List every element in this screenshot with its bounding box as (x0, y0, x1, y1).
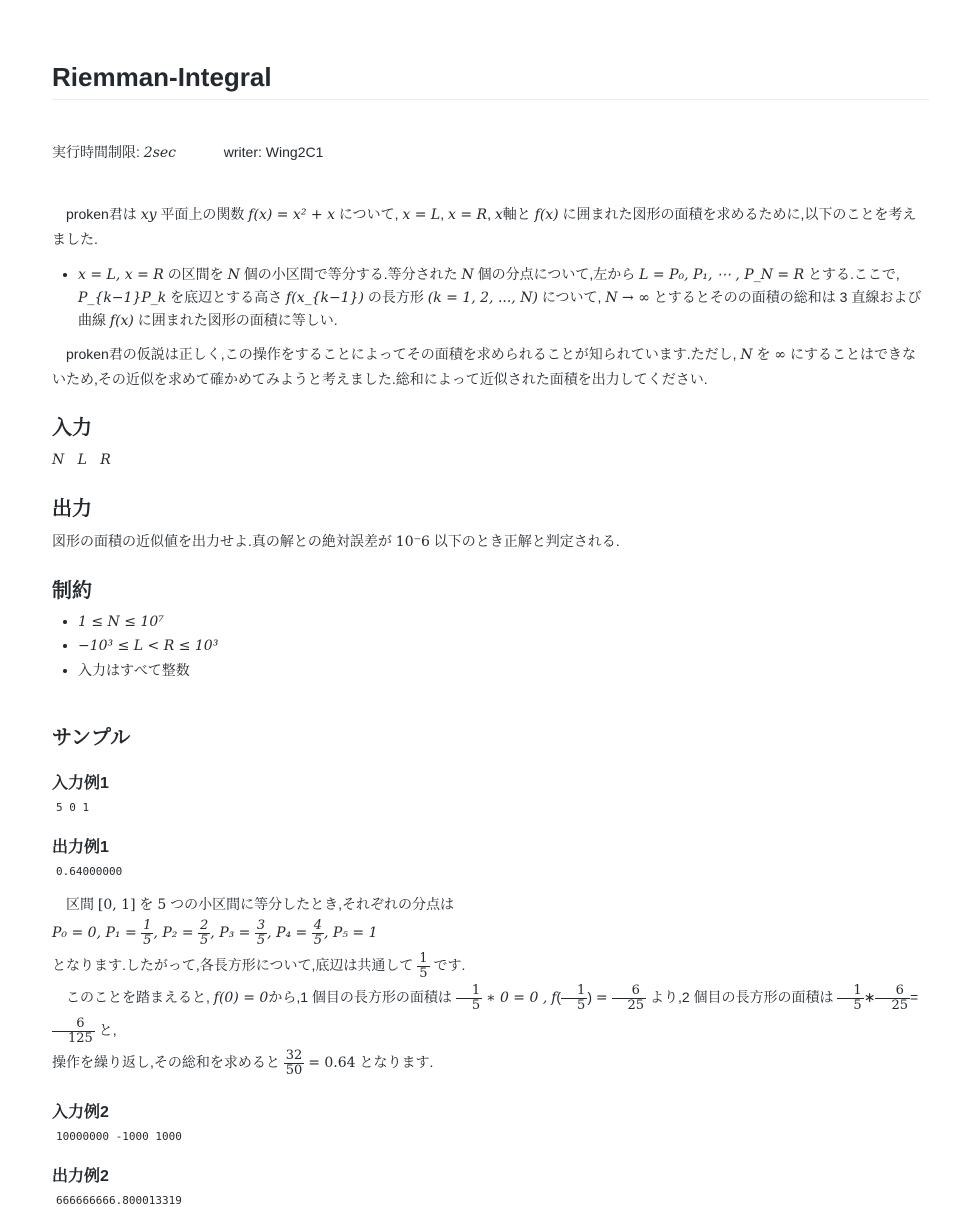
page-title: Riemman-Integral (52, 0, 929, 100)
sample-output-2: 666666666.800013319 (56, 1194, 182, 1207)
sample-output-1: 0.64000000 (56, 865, 123, 878)
list-item: • x = L, x = R の区間を N 個の小区間で等分する.等分された N 個の分点について,左から L = P₀, P₁, ⋯ , P_N = R とする.ここで, P_{k−1}P_k を底辺とする高さ f(x_{k−1}) の長方形 (k = 1, 2, ..., N) について, N → ∞ とするとそのの面積の総和は 3 直線および 曲線 f(x) に囲まれた図形の面積に等しい. (78, 263, 929, 332)
sample-input-1: 5 0 1 (56, 801, 90, 814)
constraint-item: • −10³ ≤ L < R ≤ 10³ (78, 635, 929, 657)
sample-output-2-heading: 出力例2 (52, 1168, 109, 1185)
constraint-item: • 1 ≤ N ≤ 10⁷ (78, 611, 929, 633)
constraints-heading: 制約 (52, 580, 92, 602)
problem-meta (52, 142, 929, 162)
sample-explanation: 区間 [0, 1] を 5 つの小区間に等分したとき,それぞれの分点は P₀ = 0, P₁ = $\frac{1}{5}$ , P₂ = $\frac{2}{5}$ , P₃ = $\frac{3}{5}$ , P₄ = $\frac{4}{5}$ , P₅ = 1 となります.したがって,各長方形について,底辺は共通して $\frac{1}{5}$ です. このことを踏まえると, f(0) = 0から,1 個目の長方形の面積は $\frac{1}{5}$ ∗ 0 = 0 , f( $\frac{1}{5}$ ) = $\frac{6}{25}$ より,2 個目の長方形の面積は $\frac{1}{5}$ ∗ $\frac{6}{25}$ = $\frac{6}{125}$ と, 操作を繰り返し,その総和を求めると $\frac{32}{50}$ = 0.64 となります. (52, 896, 919, 1078)
writer-label: writer: (223, 144, 262, 160)
constraint-item: • 入力はすべて整数 (78, 659, 929, 681)
sample-input-2-heading: 入力例2 (52, 1104, 109, 1121)
statement-paragraph-2: proken君の仮説は正しく,この操作をすることによってその面積を求められることが知られています.ただし, N を ∞ にすることはできないため,その近似を求めて確かめてみようと考えました.総和によって近似された面積を出力してください. (52, 346, 916, 387)
constraints-list (52, 611, 929, 681)
time-limit-label: 実行時間制限: (52, 144, 140, 160)
sample-input-1-heading: 入力例1 (52, 775, 109, 792)
output-heading: 出力 (52, 498, 92, 520)
input-format: N L R (52, 452, 111, 468)
input-heading: 入力 (52, 417, 92, 439)
statement-paragraph-1: proken君は xy 平面上の関数 f(x) = x² + x について, x = L, x = R, x軸と f(x) に囲まれた図形の面積を求めるために,以下のことを考えました. (52, 206, 917, 247)
sample-output-1-heading: 出力例1 (52, 839, 109, 856)
writer-value: Wing2C1 (265, 144, 324, 160)
time-limit-value: 2sec (143, 145, 176, 161)
statement-bullets (52, 263, 929, 332)
sample-heading: サンプル (52, 727, 131, 749)
sample-input-2: 10000000 -1000 1000 (56, 1130, 182, 1143)
output-description: 図形の面積の近似値を出力せよ.真の解との絶対誤差が 10⁻6 以下のとき正解と判定される. (52, 533, 620, 550)
